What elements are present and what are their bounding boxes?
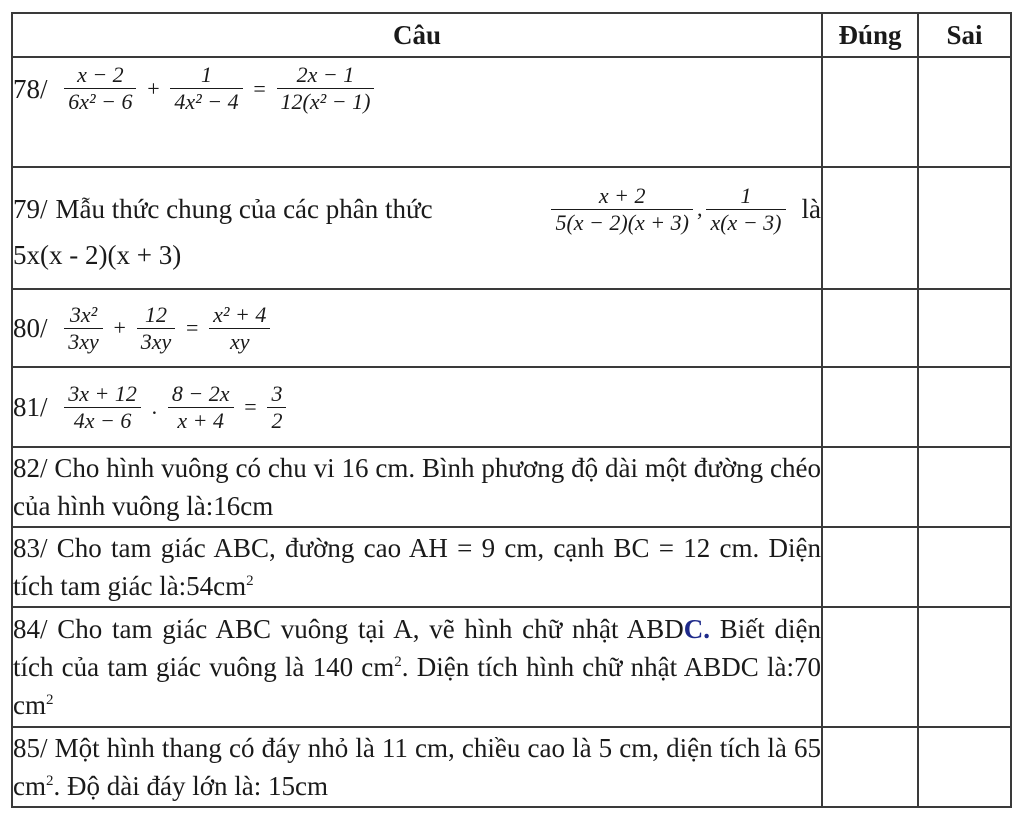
question-79: 79/ Mẫu thức chung của các phân thức $\frac{x + 2}{5(x - 2)(x + 3)}$ , $\frac{1}{x(x - 3)}$ là 5x(x - 2)(x + 3)	[12, 167, 822, 289]
answer-true-84[interactable]	[822, 607, 918, 727]
answer-true-81[interactable]	[822, 367, 918, 447]
question-row-83	[12, 527, 1011, 607]
answer-true-83[interactable]	[822, 527, 918, 607]
header-true: Đúng	[822, 13, 918, 57]
fraction: $\frac{\text{x² + 4}}{xy}$	[209, 302, 270, 355]
question-84: 84/ Cho tam giác ABC vuông tại A, vẽ hình chữ nhật ABDC. Biết diện tích của tam giác vuông là 140 $cm^2$. Diện tích hình chữ nhật ABDC là:70 $cm^2$	[12, 607, 822, 727]
question-85: 85/ Một hình thang có đáy nhỏ là 11 cm, chiều cao là 5 cm, diện tích là 65 $cm^2$. Độ dài đáy lớn là: 15cm	[12, 727, 822, 807]
question-83: 83/ Cho tam giác ABC, đường cao AH = 9 cm, cạnh BC = 12 cm. Diện tích tam giác $là:54cm^2$	[12, 527, 822, 607]
answer-false-84[interactable]	[918, 607, 1011, 727]
header-question: Câu	[12, 13, 822, 57]
question-row-84	[12, 607, 1011, 727]
fraction: $\frac{1}{\text{4x² − 4}}$	[170, 62, 242, 115]
answer-true-82[interactable]	[822, 447, 918, 527]
fraction: $\frac{x - 2}{\text{6x² − 6}}$	[64, 62, 136, 115]
answer-false-80[interactable]	[918, 289, 1011, 367]
question-row-81	[12, 367, 1011, 447]
true-false-table	[11, 12, 1012, 808]
fraction: $\frac{2x - 1}{\text{12(x² − 1)}}$	[277, 62, 375, 115]
question-80: 80/ $\frac{\text{3x²}}{3xy}$ + $\frac{12}{3xy}$ = $\frac{\text{x² + 4}}{xy}$	[12, 289, 822, 367]
answer-true-79[interactable]	[822, 167, 918, 289]
answer-false-78[interactable]	[918, 57, 1011, 167]
question-row-85	[12, 727, 1011, 807]
fraction: $\frac{1}{x(x - 3)}$	[706, 183, 785, 236]
fraction: $\frac{3}{2}$	[267, 381, 286, 434]
answer-false-83[interactable]	[918, 527, 1011, 607]
question-81: 81/ $\frac{3x + 12}{4x - 6}$ . $\frac{8 - 2x}{x + 4}$ = $\frac{3}{2}$	[12, 367, 822, 447]
fraction: $\frac{3x + 12}{4x - 6}$	[64, 381, 141, 434]
answer-true-80[interactable]	[822, 289, 918, 367]
fraction: $\frac{x + 2}{5(x - 2)(x + 3)}$	[551, 183, 693, 236]
answer-true-85[interactable]	[822, 727, 918, 807]
question-row-78	[12, 57, 1011, 167]
question-78: 78/ $\frac{x - 2}{\text{6x² − 6}}$ + $\frac{1}{\text{4x² − 4}}$ = $\frac{2x - 1}{\text{12(x² − 1)}}$	[12, 57, 822, 167]
answer-false-81[interactable]	[918, 367, 1011, 447]
fraction: $\frac{\text{3x²}}{3xy}$	[64, 302, 103, 355]
answer-true-78[interactable]	[822, 57, 918, 167]
answer-false-85[interactable]	[918, 727, 1011, 807]
question-row-80	[12, 289, 1011, 367]
fraction: $\frac{12}{3xy}$	[137, 302, 176, 355]
question-82: 82/ Cho hình vuông có chu vi 16 cm. Bình phương độ dài một đường chéo của hình vuông là:16cm	[12, 447, 822, 527]
fraction: $\frac{8 - 2x}{x + 4}$	[168, 381, 234, 434]
question-row-79	[12, 167, 1011, 289]
header-row	[12, 13, 1011, 57]
answer-false-82[interactable]	[918, 447, 1011, 527]
question-row-82	[12, 447, 1011, 527]
header-false: Sai	[918, 13, 1011, 57]
answer-false-79[interactable]	[918, 167, 1011, 289]
